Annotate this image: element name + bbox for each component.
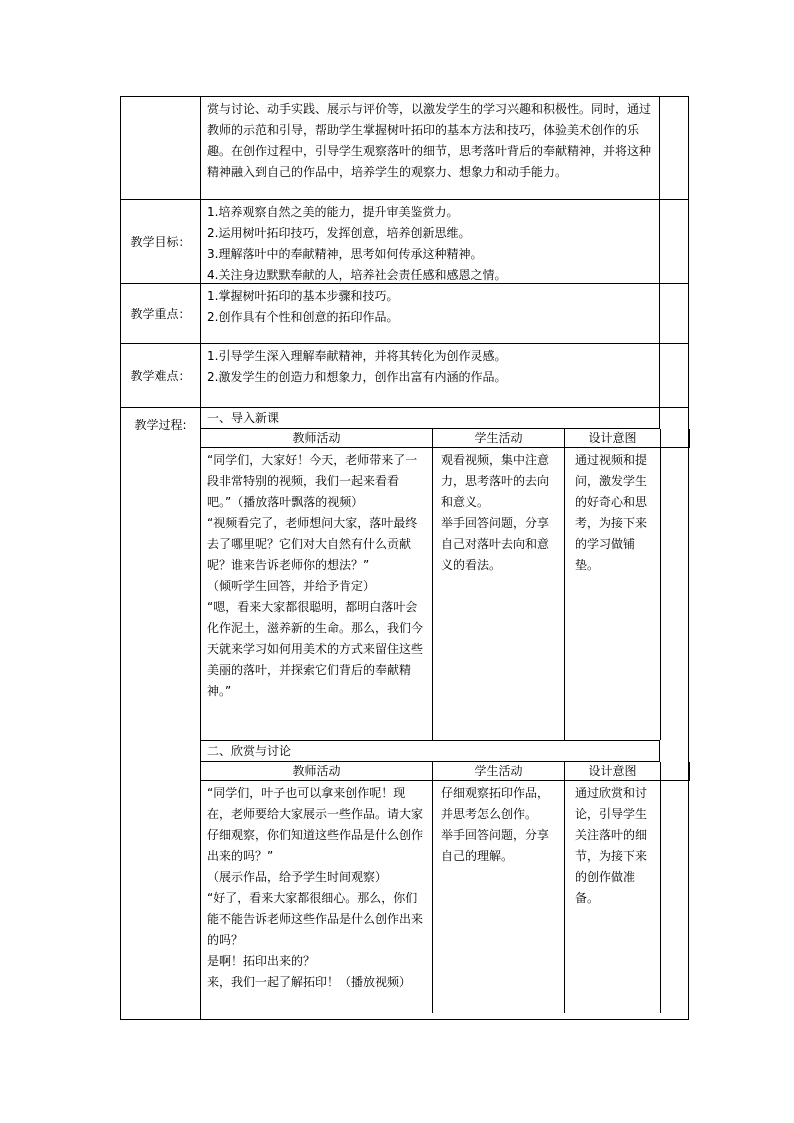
lesson-plan-table [120,96,689,1020]
goals-label: 教学目标： [121,200,201,283]
intent-column-header: 设计意图 [565,762,661,781]
design-intent-cell: 通过视频和提问，激发学生的好奇心和思考，为接下来的学习做铺垫。 [565,448,661,740]
empty-cell [661,781,690,1013]
goal-item: 1.培养观察自然之美的能力，提升审美鉴赏力。 [207,205,459,219]
teacher-column-header: 教师活动 [201,429,433,448]
student-paragraph: 举手回答问题，分享自己对落叶去向和意义的看法。 [441,516,550,572]
teacher-paragraph: （倾听学生回答，并给予肯定） [207,579,376,593]
key-points-list [201,284,660,343]
empty-header-cell [661,762,690,781]
key-points-label: 教学重点： [121,284,201,343]
student-paragraph: 仔细观察拓印作品，并思考怎么创作。 [441,786,550,821]
intro-row [120,96,689,200]
student-activity-cell [433,781,565,1013]
empty-cell [661,448,690,740]
teacher-paragraph: （展示作品，给予学生时间观察） [207,870,388,884]
goal-item: 3.理解落叶中的奉献精神，思考如何传承这种精神。 [207,247,483,261]
student-paragraph: 观看视频，集中注意力，思考落叶的去向和意义。 [441,453,550,509]
section-table [201,429,688,740]
intent-column-header: 设计意图 [565,429,661,448]
key-point-item: 2.创作具有个性和创意的拓印作品。 [207,310,399,324]
section-title: 二、欣赏与讨论 [201,740,660,762]
design-intent-cell: 通过欣赏和讨论，引导学生关注落叶的细节，为接下来的创作做准备。 [565,781,661,1013]
teacher-activity-cell [201,448,433,740]
process-row [120,408,689,1020]
key-points-row [120,284,689,344]
difficulty-item: 1.引导学生深入理解奉献精神，并将其转化为创作灵感。 [207,349,507,363]
student-column-header: 学生活动 [433,762,565,781]
intro-label-cell [121,97,201,199]
teacher-paragraph: “同学们，大家好！今天，老师带来了一段非常特别的视频，我们一起来看看吧。”（播放落叶飘落的视频） [207,453,418,509]
teacher-paragraph: 来，我们一起了解拓印！（播放视频） [207,975,412,989]
difficulties-list [201,344,660,407]
teacher-paragraph: “好了，看来大家都很细心。那么，你们能不能告诉老师这些作品是什么创作出来的吗？ [207,891,424,947]
student-activity-cell [433,448,565,740]
teacher-paragraph: “视频看完了，老师想问大家，落叶最终去了哪里呢？它们对大自然有什么贡献呢？谁来告诉老师你的想法？” [207,516,418,572]
goals-row [120,200,689,284]
difficulties-row [120,344,689,408]
difficulties-label: 教学难点： [121,344,201,407]
section-title: 一、导入新课 [201,408,660,429]
key-point-item: 1.掌握树叶拓印的基本步骤和技巧。 [207,289,399,303]
teacher-activity-cell [201,781,433,1013]
teacher-paragraph: 是啊！拓印出来的？ [207,954,316,968]
difficulty-item: 2.激发学生的创造力和想象力，创作出富有内涵的作品。 [207,370,507,384]
student-column-header: 学生活动 [433,429,565,448]
process-label: 教学过程: [121,408,201,1019]
teacher-paragraph: “嗯，看来大家都很聪明，都明白落叶会化作泥土，滋养新的生命。那么，我们今天就来学习如何用美术的方式来留住这些美丽的落叶，并探索它们背后的奉献精神。” [207,600,424,698]
student-paragraph: 举手回答问题，分享自己的理解。 [441,828,550,863]
goal-item: 2.运用树叶拓印技巧，发挥创意，培养创新思维。 [207,226,471,240]
goals-list [201,200,660,283]
section-table [201,762,688,1013]
goal-item: 4.关注身边默默奉献的人，培养社会责任感和感恩之情。 [207,268,507,282]
intro-paragraph: 赏与讨论、动手实践、展示与评价等，以激发学生的学习兴趣和积极性。同时，通过教师的示范和引导，帮助学生掌握树叶拓印的基本方法和技巧，体验美术创作的乐趣。在创作过程中，引导学生观察落叶的细节，思考落叶背后的奉献精神，并将这种精神融入到自己的作品中，培养学生的观察力、想象力和动手能力。 [201,97,660,200]
teacher-paragraph: “同学们，叶子也可以拿来创作呢！现在，老师要给大家展示一些作品。请大家仔细观察，你们知道这些作品是什么创作出来的吗？” [207,786,424,863]
teacher-column-header: 教师活动 [201,762,433,781]
empty-header-cell [661,429,690,448]
